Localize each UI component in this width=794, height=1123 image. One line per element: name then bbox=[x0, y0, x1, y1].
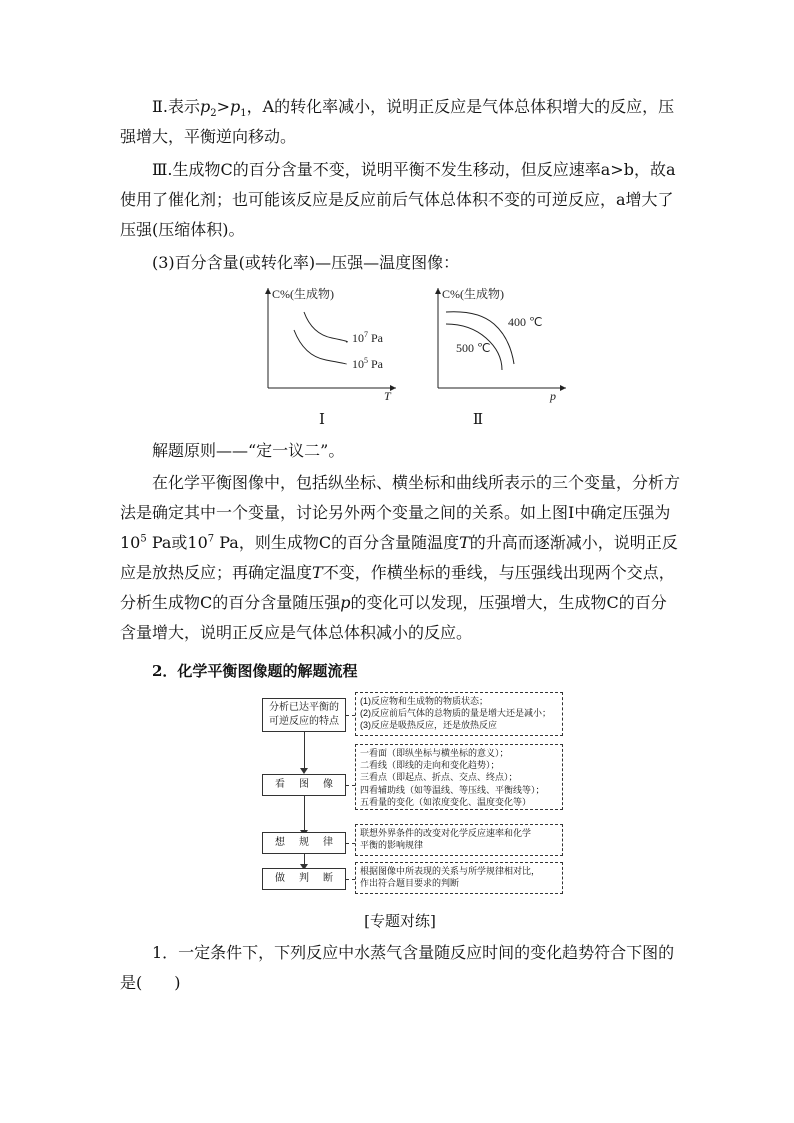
chart-i-ylabel: C%(生成物) bbox=[272, 287, 334, 301]
flow-note-look: 一看面（即纵坐标与横坐标的意义）； 二看线（即线的走向和变化趋势）； 三看点（即起点、折点、交点、终点）； 四看辅助线（如等温线、等压线、平衡线等）； 五看量的变化（如浓度变化、温度变化等） bbox=[355, 744, 563, 810]
flow-note-think: 联想外界条件的改变对化学反应速率和化学 平衡的影响规律 bbox=[355, 824, 563, 856]
chart-i-curve-1e5 bbox=[294, 330, 346, 364]
flow-connector-3 bbox=[346, 843, 355, 844]
chart-ii-svg bbox=[430, 284, 570, 404]
chart-ii-caption: Ⅱ bbox=[472, 410, 484, 428]
chart-i-label-1e5: $10^5$ Pa bbox=[352, 356, 383, 371]
chart-i-svg bbox=[260, 284, 400, 404]
chart-ii-curve-400 bbox=[446, 312, 514, 364]
chart-i bbox=[260, 284, 400, 404]
chart-i-curve-1e7 bbox=[304, 312, 347, 342]
flow-step-think: 想规律 bbox=[262, 832, 346, 854]
flow-step-analyze: 分析已达平衡的可逆反应的特点 bbox=[262, 698, 346, 732]
question-1: 1．一定条件下，下列反应中水蒸气含量随反应时间的变化趋势符合下图的是( ) bbox=[120, 943, 675, 992]
section-title: [专题对练] bbox=[364, 912, 436, 930]
chart-ii-ylabel: C%(生成物) bbox=[442, 287, 504, 301]
paragraph-iii: Ⅲ.生成物C的百分含量不变，说明平衡不发生移动，但反应速率a>b，故a使用了催化剂；也可能该反应是反应前后气体总体积不变的可逆反应，a增大了压强(压缩体积)。 bbox=[120, 160, 676, 239]
chart-i-label-1e7: $10^7$ Pa bbox=[352, 330, 383, 345]
flow-arrow-1 bbox=[304, 732, 305, 768]
paragraph-chart-intro: (3)百分含量(或转化率)—压强—温度图像： bbox=[152, 253, 460, 272]
chart-ii-xlabel: p bbox=[550, 389, 556, 403]
paragraph-ii: Ⅱ.表示$p_2>p_1$，A的转化率减小，说明正反应是气体总体积增大的反应，压强增大，平衡逆向移动。 bbox=[120, 97, 675, 146]
flow-arrow-2 bbox=[304, 796, 305, 830]
flow-note-judge: 根据图像中所表现的关系与所学规律相对比， 作出符合题目要求的判断 bbox=[355, 862, 563, 894]
paragraph-analysis: 在化学平衡图像中，包括纵坐标、横坐标和曲线所表示的三个变量，分析方法是确定其中一个变量，讨论另外两个变量之间的关系。如上图Ⅰ中确定压强为$10^5$ Pa或$10^7$ Pa，则生成物C的百分含量随温度T的升高而逐渐减小，说明正反应是放热反应；再确定温度T不变，作横坐标的垂线，与压强线出现两个交点，分析生成物C的百分含量随压强p的变化可以发现，压强增大，生成物C的百分含量增大，说明正反应是气体总体积减小的反应。 bbox=[120, 473, 681, 642]
flow-step-look: 看图像 bbox=[262, 774, 346, 796]
flow-note-analyze: (1)反应物和生成物的物质状态； (2)反应前后气体的总物质的量是增大还是减小； (3)反应是吸热反应，还是放热反应 bbox=[355, 692, 563, 736]
chart-ii bbox=[430, 284, 570, 404]
flow-connector-1 bbox=[346, 715, 355, 716]
heading-flow: 2．化学平衡图像题的解题流程 bbox=[152, 662, 358, 680]
flow-step-judge: 做判断 bbox=[262, 868, 346, 890]
flow-connector-4 bbox=[346, 879, 355, 880]
chart-ii-label-500: 500 ℃ bbox=[456, 341, 491, 355]
chart-i-caption: Ⅰ bbox=[319, 410, 325, 428]
flowchart bbox=[262, 690, 564, 900]
chart-ii-label-400: 400 ℃ bbox=[508, 315, 543, 329]
paragraph-principle: 解题原则——“定一议二”。 bbox=[152, 441, 345, 460]
chart-i-xlabel: T bbox=[384, 389, 391, 403]
flow-connector-2 bbox=[346, 785, 355, 786]
